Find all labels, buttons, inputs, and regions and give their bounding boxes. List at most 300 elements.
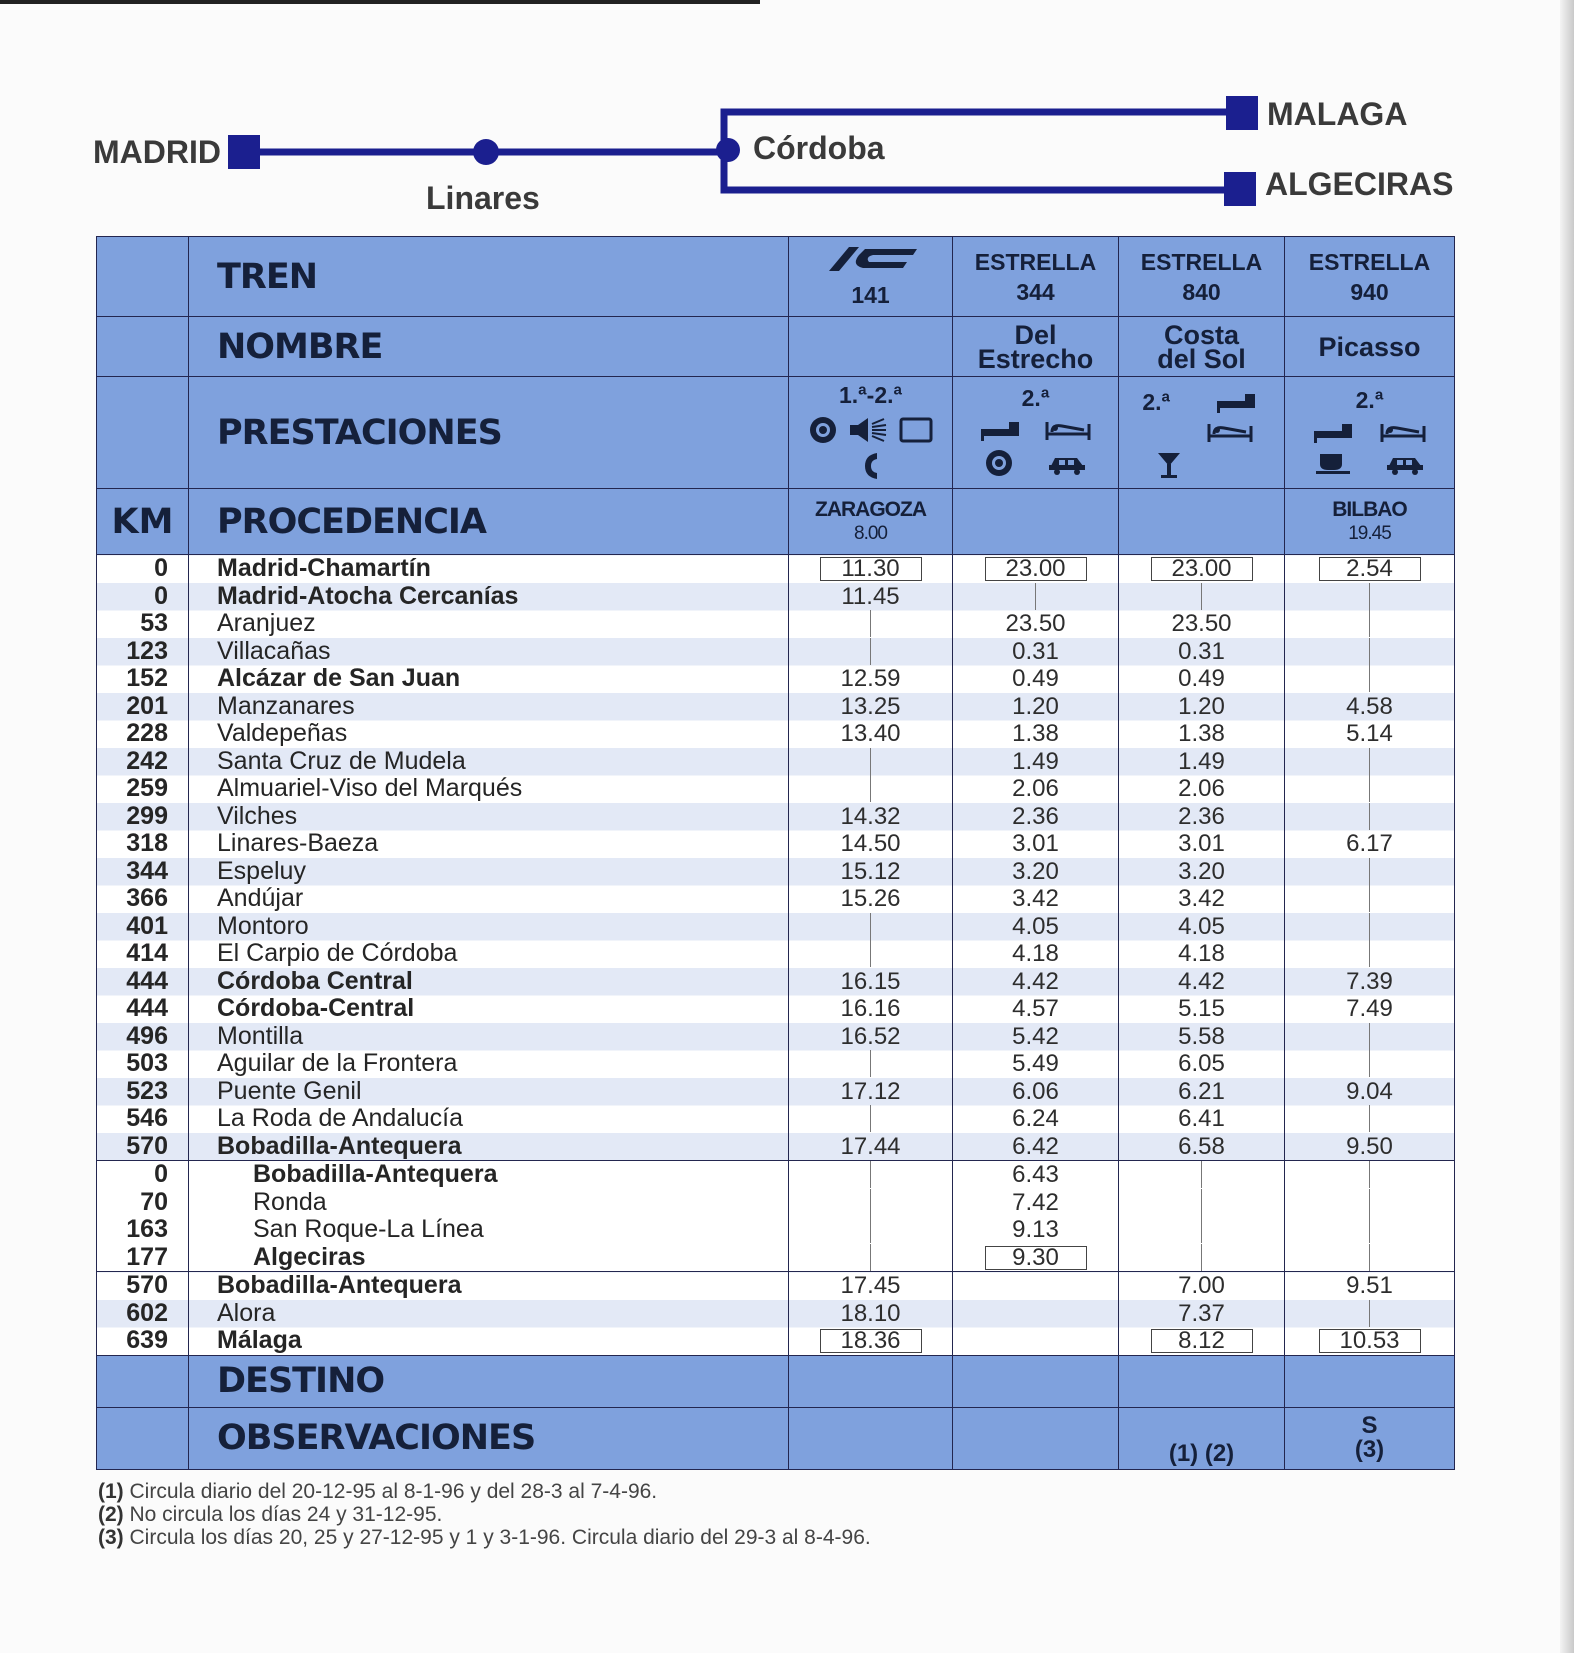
destino-label: DESTINO	[189, 1355, 789, 1407]
departure-time: 1.49	[1012, 747, 1059, 775]
terminal-time	[1119, 555, 1284, 583]
footer-row-observaciones	[97, 1407, 1455, 1469]
km-value: 259	[126, 774, 168, 802]
phone-icon	[861, 451, 881, 481]
departure-time: 6.21	[1178, 1077, 1225, 1105]
departure-time: 0.49	[1178, 665, 1225, 692]
times-train-141	[789, 555, 953, 1161]
couchette-icon	[1312, 421, 1354, 443]
station-name: Alora	[217, 1298, 276, 1327]
sleeper-icon	[1044, 418, 1092, 442]
class-label: 2.ª	[1355, 386, 1384, 413]
km-value: 444	[126, 994, 168, 1022]
destino-cell	[1119, 1355, 1285, 1407]
departure-time: 11.45	[841, 582, 900, 610]
departure-time: 3.01	[1012, 830, 1059, 857]
terminal-time	[953, 555, 1118, 583]
no-stop-line	[789, 610, 952, 638]
pass-through-bar	[1369, 1300, 1370, 1327]
departure-time: 15.12	[840, 857, 901, 885]
times-train-141	[789, 1272, 953, 1356]
km-value: 299	[126, 801, 168, 830]
bar-icon	[1155, 450, 1183, 480]
km-footer-blank	[97, 1407, 189, 1469]
km-header-blank	[97, 377, 189, 489]
restaurant-icon	[808, 415, 838, 445]
pass-through-bar	[1201, 583, 1202, 610]
departure-time: 2.36	[1178, 802, 1225, 830]
route-dest-algeciras-label: ALGECIRAS	[1265, 166, 1454, 202]
departure-time: 16.52	[840, 1022, 901, 1050]
route-origin-label: MADRID	[93, 134, 221, 170]
train-940-cell	[1285, 237, 1455, 317]
pass-through-bar	[1369, 748, 1370, 775]
pass-through-bar	[1369, 1216, 1370, 1243]
station-name: Córdoba-Central	[217, 994, 415, 1022]
times-train-940	[1285, 1272, 1455, 1356]
departure-time: 9.04	[1346, 1077, 1393, 1105]
footer-row-destino	[97, 1355, 1455, 1407]
service-icons	[789, 410, 952, 486]
pass-through-bar	[1369, 638, 1370, 665]
origin-cell	[1285, 489, 1455, 555]
times-train-344	[953, 1161, 1119, 1272]
origin-time: 8.00	[854, 522, 887, 544]
no-stop-line	[1285, 1023, 1454, 1051]
boxed-time: 2.54	[1319, 557, 1421, 581]
pass-through-bar	[870, 1161, 871, 1188]
pass-through-bar	[1369, 1244, 1370, 1271]
departure-time: 6.05	[1178, 1050, 1225, 1077]
departure-time: 0.31	[1178, 637, 1225, 665]
station-name: Almuariel-Viso del Marqués	[217, 774, 523, 802]
no-stop-line	[789, 1244, 952, 1272]
route-via-cordoba-label: Córdoba	[753, 130, 885, 166]
departure-time: 13.25	[840, 692, 901, 720]
times-train-940	[1285, 555, 1455, 1161]
departure-time: 1.20	[1178, 692, 1225, 720]
departure-time: 3.01	[1178, 830, 1225, 857]
km-value: 123	[126, 636, 168, 665]
footnote-ref: (3)	[98, 1526, 124, 1549]
station-name: Bobadilla-Antequera	[217, 1131, 462, 1160]
km-footer-blank	[97, 1355, 189, 1407]
train-name-cell	[1119, 317, 1285, 377]
train-number: 344	[1016, 278, 1055, 305]
pass-through-bar	[1369, 1161, 1370, 1188]
no-stop-line	[1285, 610, 1454, 638]
couchette-icon	[979, 419, 1021, 441]
origin-time: 19.45	[1348, 522, 1391, 544]
km-value: 639	[126, 1326, 168, 1354]
km-value: 414	[126, 939, 168, 967]
boxed-time: 9.30	[985, 1246, 1087, 1270]
station-name: Manzanares	[217, 691, 355, 720]
pass-through-bar	[1369, 1050, 1370, 1077]
station-column	[189, 1272, 789, 1356]
madrid-terminal-marker	[228, 135, 260, 169]
pass-through-bar	[1035, 583, 1036, 610]
departure-time: 3.20	[1012, 857, 1059, 885]
km-value: 503	[126, 1049, 168, 1077]
cordoba-junction-marker	[716, 138, 740, 162]
km-value: 163	[126, 1215, 168, 1243]
train-type: ESTRELLA	[1140, 248, 1263, 275]
departure-time: 4.42	[1012, 967, 1059, 995]
prestaciones-label: PRESTACIONES	[189, 377, 789, 489]
procedencia-label: PROCEDENCIA	[189, 489, 789, 555]
sleeper-icon	[1379, 420, 1427, 444]
station-name: Linares-Baeza	[217, 829, 379, 857]
station-name: Madrid-Atocha Cercanías	[217, 581, 519, 610]
pass-through-bar	[1369, 940, 1370, 967]
no-stop-line	[789, 775, 952, 803]
departure-time: 6.58	[1178, 1132, 1225, 1160]
train-type: ESTRELLA	[974, 248, 1097, 275]
departure-time: 12.59	[840, 665, 901, 692]
malaga-terminal-marker	[1226, 96, 1258, 130]
footnote	[98, 1526, 871, 1549]
station-name: Vilches	[217, 801, 298, 830]
station-name: Villacañas	[217, 636, 331, 665]
station-name: Montoro	[217, 911, 309, 940]
km-value: 0	[154, 554, 168, 582]
class-label: 1.ª-2.ª	[838, 381, 903, 408]
footnote-ref: (2)	[98, 1503, 124, 1526]
departure-time: 1.38	[1178, 720, 1225, 747]
station-name: Bobadilla-Antequera	[217, 1271, 462, 1299]
main-line-rows	[97, 555, 1455, 1161]
class-label: 2.ª	[1142, 388, 1171, 415]
departure-time: 17.45	[840, 1272, 901, 1299]
pass-through-bar	[1369, 1189, 1370, 1216]
km-header-blank	[97, 317, 189, 377]
no-stop-line	[1119, 1244, 1284, 1272]
station-column	[189, 1161, 789, 1272]
malaga-final-rows	[97, 1272, 1455, 1356]
service-icons	[1285, 415, 1454, 481]
departure-time: 18.10	[840, 1299, 901, 1327]
departure-time: 7.00	[1178, 1272, 1225, 1299]
km-value: 177	[126, 1242, 168, 1271]
departure-time: 6.42	[1012, 1132, 1059, 1160]
pass-through-bar	[1201, 1216, 1202, 1243]
times-train-940	[1285, 1161, 1455, 1272]
station-name: Alcázar de San Juan	[217, 664, 461, 692]
departure-time: 4.18	[1178, 940, 1225, 967]
station-name: Santa Cruz de Mudela	[217, 746, 466, 775]
origin-cell	[1119, 489, 1285, 555]
departure-time: 9.50	[1346, 1132, 1393, 1160]
station-name: Bobadilla-Antequera	[253, 1160, 498, 1188]
km-value: 401	[126, 911, 168, 940]
no-stop-line	[1119, 583, 1284, 611]
class-label: 2.ª	[1021, 384, 1050, 411]
no-stop-line	[1285, 1300, 1454, 1328]
km-value: 496	[126, 1021, 168, 1050]
departure-time: 7.42	[1012, 1188, 1059, 1216]
km-header-blank	[97, 237, 189, 317]
train-name-cell	[1285, 317, 1455, 377]
algeciras-branch-rows	[97, 1161, 1455, 1272]
departure-time: 5.58	[1178, 1022, 1225, 1050]
train-name-line: Del	[1014, 319, 1057, 350]
terminal-time	[1119, 1327, 1284, 1355]
departure-time: 15.26	[840, 885, 901, 912]
km-value: 0	[154, 1160, 168, 1188]
station-name: Aranjuez	[217, 609, 316, 637]
header-row-tren	[97, 237, 1455, 317]
km-column	[97, 555, 189, 1161]
cafeteria-icon	[1314, 450, 1354, 476]
departure-time: 6.17	[1346, 830, 1393, 857]
departure-time: 5.15	[1178, 995, 1225, 1022]
departure-time: 2.06	[1178, 775, 1225, 802]
services-cell	[1285, 377, 1455, 489]
pass-through-bar	[1369, 885, 1370, 912]
boxed-time: 10.53	[1319, 1329, 1421, 1353]
terminal-time	[953, 1244, 1118, 1272]
station-name: Ronda	[253, 1187, 327, 1216]
departure-time: 4.58	[1346, 692, 1393, 720]
departure-time: 2.06	[1012, 775, 1059, 802]
km-value: 53	[140, 609, 168, 637]
departure-time: 23.50	[1171, 610, 1232, 637]
station-name: Montilla	[217, 1021, 304, 1050]
train-name-line: del Sol	[1157, 343, 1246, 374]
km-value: 344	[126, 856, 168, 885]
car-transport-icon	[1385, 450, 1425, 476]
footnote-text: Circula los días 20, 25 y 27-12-95 y 1 y 3-1-96. Circula diario del 29-3 al 8-4-96.	[123, 1526, 871, 1549]
no-stop-line	[1285, 775, 1454, 803]
train-name-line: Estrecho	[977, 343, 1094, 374]
station-name: San Roque-La Línea	[253, 1215, 484, 1243]
obs-cell: S (3)	[1285, 1407, 1455, 1469]
obs-cell	[789, 1407, 953, 1469]
pass-through-bar	[1369, 665, 1370, 692]
boxed-time: 23.00	[1151, 557, 1253, 581]
no-stop-line	[1119, 1189, 1284, 1217]
no-stop-line	[789, 748, 952, 776]
no-stop-line	[789, 1189, 952, 1217]
departure-time: 5.49	[1012, 1050, 1059, 1077]
tren-label: TREN	[189, 237, 789, 317]
services-cell	[789, 377, 953, 489]
terminal-time	[789, 1327, 952, 1355]
train-840-cell	[1119, 237, 1285, 317]
departure-time: 9.13	[1012, 1216, 1059, 1243]
station-name: Algeciras	[253, 1242, 366, 1271]
train-type: ESTRELLA	[1308, 248, 1431, 275]
boxed-time: 8.12	[1151, 1329, 1253, 1353]
services-cell	[953, 377, 1119, 489]
station-name: Málaga	[217, 1326, 302, 1354]
departure-time: 1.49	[1178, 747, 1225, 775]
route-dest-malaga-label: MALAGA	[1267, 96, 1408, 132]
car-transport-icon	[1047, 450, 1087, 476]
pass-through-bar	[870, 638, 871, 665]
no-stop-line	[1285, 803, 1454, 831]
service-icons	[953, 413, 1118, 483]
scan-right-edge	[1560, 0, 1574, 1653]
no-stop-line	[1119, 1216, 1284, 1244]
header-row-procedencia	[97, 489, 1455, 555]
footnote-text: No circula los días 24 y 31-12-95.	[123, 1503, 443, 1526]
times-train-344	[953, 555, 1119, 1161]
pass-through-bar	[1201, 1244, 1202, 1271]
departure-time: 17.44	[840, 1132, 901, 1160]
no-stop-line	[1285, 748, 1454, 776]
no-stop-line	[789, 638, 952, 666]
km-value: 318	[126, 829, 168, 857]
no-stop-line	[1285, 885, 1454, 913]
restaurant-icon	[984, 448, 1014, 478]
pass-through-bar	[1369, 858, 1370, 885]
departure-time: 6.24	[1012, 1105, 1059, 1132]
no-stop-line	[1285, 940, 1454, 968]
origin-city: ZARAGOZA	[815, 497, 926, 521]
boxed-time: 11.30	[820, 557, 922, 581]
no-stop-line	[953, 583, 1118, 611]
no-stop-line	[1119, 1161, 1284, 1189]
footnote-text: Circula diario del 20-12-95 al 8-1-96 y del 28-3 al 7-4-96.	[123, 1480, 658, 1503]
pass-through-bar	[1201, 1189, 1202, 1216]
departure-time: 5.14	[1346, 720, 1393, 747]
km-value: 70	[140, 1187, 168, 1216]
no-stop-line	[789, 913, 952, 941]
departure-time: 4.57	[1012, 995, 1059, 1022]
times-train-344	[953, 1272, 1119, 1356]
km-label: KM	[97, 489, 189, 555]
departure-time: 13.40	[840, 720, 901, 747]
no-stop-line	[1285, 1189, 1454, 1217]
footnote	[98, 1480, 871, 1503]
sleeper-icon	[1206, 420, 1254, 444]
pass-through-bar	[1369, 913, 1370, 940]
km-value: 242	[126, 746, 168, 775]
no-stop-line	[1285, 638, 1454, 666]
departure-time: 4.42	[1178, 967, 1225, 995]
pass-through-bar	[870, 1189, 871, 1216]
route-via-linares-label: Linares	[426, 180, 540, 216]
departure-time	[953, 1327, 1118, 1355]
departure-time	[953, 1300, 1118, 1328]
no-stop-line	[1285, 1216, 1454, 1244]
pass-through-bar	[1369, 1023, 1370, 1050]
no-stop-line	[789, 1050, 952, 1078]
train-344-cell	[953, 237, 1119, 317]
km-value: 201	[126, 691, 168, 720]
km-value: 570	[126, 1131, 168, 1160]
boxed-time: 18.36	[820, 1329, 922, 1353]
km-value: 152	[126, 664, 168, 692]
no-stop-line	[789, 1161, 952, 1189]
pass-through-bar	[1369, 1105, 1370, 1132]
pass-through-bar	[870, 940, 871, 967]
departure-time: 23.50	[1005, 610, 1066, 637]
observaciones-label: OBSERVACIONES	[189, 1407, 789, 1469]
pass-through-bar	[1201, 1161, 1202, 1188]
departure-time: 6.43	[1012, 1161, 1059, 1188]
departure-time: 7.49	[1346, 995, 1393, 1022]
train-name-cell	[789, 317, 953, 377]
station-name: Valdepeñas	[217, 719, 348, 747]
pass-through-bar	[870, 748, 871, 775]
station-name: Madrid-Chamartín	[217, 554, 431, 582]
departure-time: 17.12	[840, 1077, 901, 1105]
couchette-icon	[1215, 391, 1257, 413]
pass-through-bar	[870, 1216, 871, 1243]
screen-icon	[899, 416, 933, 444]
departure-time: 16.16	[840, 995, 901, 1022]
destino-cell	[789, 1355, 953, 1407]
train-number: 141	[851, 282, 890, 308]
station-name: El Carpio de Córdoba	[217, 939, 458, 967]
station-name: Aguilar de la Frontera	[217, 1049, 458, 1077]
origin-cell	[953, 489, 1119, 555]
pass-through-bar	[1369, 775, 1370, 802]
departure-time: 7.39	[1346, 967, 1393, 995]
terminal-time	[789, 555, 952, 583]
pass-through-bar	[870, 1105, 871, 1132]
departure-time: 9.51	[1346, 1272, 1393, 1299]
services-cell	[1119, 377, 1285, 489]
station-name: La Roda de Andalucía	[217, 1104, 464, 1132]
departure-time	[953, 1272, 1118, 1300]
km-value: 444	[126, 966, 168, 995]
terminal-time	[1285, 555, 1454, 583]
pass-through-bar	[1369, 583, 1370, 610]
no-stop-line	[1285, 1105, 1454, 1133]
pass-through-bar	[870, 1244, 871, 1271]
train-number: 940	[1350, 278, 1389, 305]
km-value: 546	[126, 1104, 168, 1132]
no-stop-line	[1285, 913, 1454, 941]
timetable	[96, 236, 1455, 1470]
origin-cell	[789, 489, 953, 555]
train-141-cell	[789, 237, 953, 317]
pass-through-bar	[1369, 803, 1370, 830]
departure-time: 4.05	[1178, 912, 1225, 940]
pass-through-bar	[870, 913, 871, 940]
no-stop-line	[789, 940, 952, 968]
origin-city: BILBAO	[1332, 497, 1407, 521]
footnote	[98, 1503, 871, 1526]
departure-time: 6.41	[1178, 1105, 1225, 1132]
departure-time: 5.42	[1012, 1022, 1059, 1050]
station-name: Puente Genil	[217, 1076, 362, 1105]
station-column	[189, 555, 789, 1161]
times-train-141	[789, 1161, 953, 1272]
station-name: Andújar	[217, 884, 304, 912]
terminal-time	[1285, 1327, 1454, 1355]
footnotes	[98, 1480, 871, 1549]
ic-logo-icon	[821, 243, 921, 273]
km-value: 366	[126, 884, 168, 912]
boxed-time: 23.00	[985, 557, 1087, 581]
km-value: 523	[126, 1076, 168, 1105]
pass-through-bar	[1369, 610, 1370, 637]
train-name-line: Picasso	[1318, 331, 1421, 362]
times-train-840	[1119, 1161, 1285, 1272]
departure-time: 14.50	[840, 830, 901, 857]
pass-through-bar	[870, 610, 871, 637]
pass-through-bar	[870, 775, 871, 802]
departure-time: 4.05	[1012, 912, 1059, 940]
header-row-prestaciones	[97, 377, 1455, 489]
departure-time: 1.20	[1012, 692, 1059, 720]
no-stop-line	[1285, 665, 1454, 693]
